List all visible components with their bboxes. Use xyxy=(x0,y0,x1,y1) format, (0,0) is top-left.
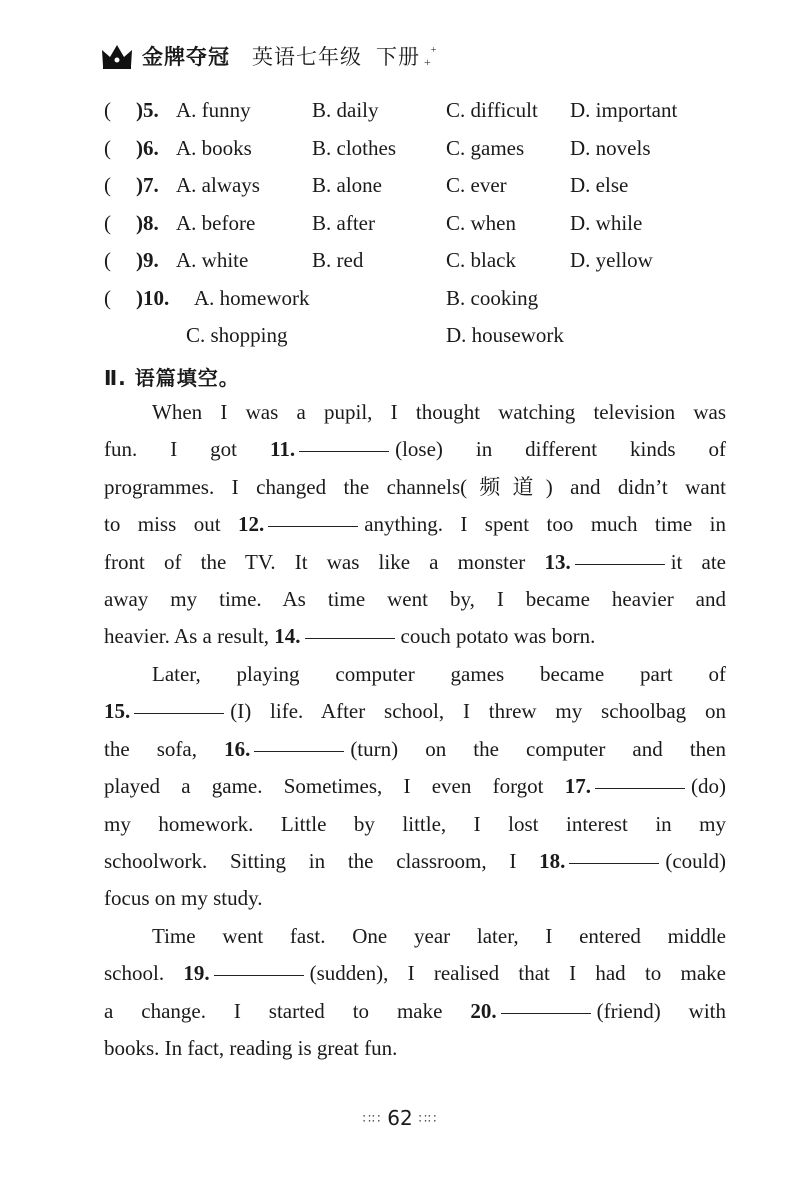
page-header xyxy=(100,38,436,74)
blank-number-15: 15. xyxy=(104,699,131,724)
dots-decoration-left: ∷∷ xyxy=(362,1112,382,1127)
question-number: )6. xyxy=(136,136,159,160)
option-c: C. difficult xyxy=(446,98,538,122)
text: (lose) in different kinds of xyxy=(395,437,727,462)
answer-paren: ( xyxy=(104,98,111,122)
question-number: )5. xyxy=(136,98,159,122)
passage-line: focus on my study. xyxy=(104,886,263,911)
option-b: B. clothes xyxy=(312,136,396,160)
option-d: D. novels xyxy=(570,136,651,160)
question-number: )8. xyxy=(136,211,159,235)
option-d: D. yellow xyxy=(570,248,653,272)
passage-line xyxy=(104,506,726,543)
volume-label: 下册 xyxy=(376,45,420,69)
passage-line: Later, playing computer games became part of xyxy=(152,662,726,686)
passage-line xyxy=(104,618,726,655)
fill-blank-18[interactable] xyxy=(569,862,659,864)
blank-number-11: 11. xyxy=(269,437,296,462)
text: (turn) on the computer and then xyxy=(350,736,726,761)
text: couch potato was born. xyxy=(400,624,596,649)
passage-line xyxy=(104,955,726,992)
fill-blank-19[interactable] xyxy=(214,974,304,976)
option-b: B. daily xyxy=(312,98,379,122)
text: (could) xyxy=(665,848,726,873)
text: to miss out xyxy=(104,512,238,537)
blank-number-14: 14. xyxy=(274,624,301,649)
option-b: B. red xyxy=(312,248,364,272)
option-d: D. important xyxy=(570,98,678,122)
option-c: C. when xyxy=(446,211,516,235)
passage-line: away my time. As time went by, I became heavier and xyxy=(104,586,726,611)
text: played a game. Sometimes, I even forgot xyxy=(104,774,565,799)
passage-line: Time went fast. One year later, I entered middle xyxy=(152,924,726,948)
passage-paragraph-1 xyxy=(104,394,726,656)
crown-icon xyxy=(100,42,134,70)
fill-blank-11[interactable] xyxy=(299,450,389,452)
sparkle-icon-2: + xyxy=(430,44,437,56)
option-a: A. before xyxy=(176,211,256,235)
passage-line: When I was a pupil, I thought watching television was xyxy=(152,400,726,424)
passage-paragraph-3 xyxy=(104,918,726,1068)
question-number: )9. xyxy=(136,248,159,272)
option-a: A. always xyxy=(176,173,260,197)
question-number: )7. xyxy=(136,173,159,197)
passage-line: books. In fact, reading is great fun. xyxy=(104,1036,398,1061)
passage-line: programmes. I changed the channels(频道) and didn’t want xyxy=(104,474,726,499)
option-a: A. homework xyxy=(194,286,310,310)
blank-number-13: 13. xyxy=(544,549,571,574)
blank-number-12: 12. xyxy=(237,512,265,537)
answer-paren: ( xyxy=(104,286,111,310)
option-a: A. books xyxy=(176,136,252,160)
passage-line xyxy=(104,993,726,1030)
fill-blank-16[interactable] xyxy=(254,750,344,752)
blank-number-17: 17. xyxy=(564,774,591,799)
fill-blank-15[interactable] xyxy=(134,712,224,714)
option-c: C. games xyxy=(446,136,525,160)
option-a: A. white xyxy=(176,248,249,272)
brand-title: 金牌夺冠 xyxy=(142,45,230,69)
option-d: D. housework xyxy=(446,323,564,347)
option-d: D. while xyxy=(570,211,643,235)
sparkle-icon: + xyxy=(424,54,431,69)
text: (sudden), I realised that I had to make xyxy=(309,961,727,986)
fill-blank-14[interactable] xyxy=(305,637,395,639)
option-b: B. after xyxy=(312,211,375,235)
text: fun. I got xyxy=(104,437,270,462)
blank-number-20: 20. xyxy=(470,998,497,1023)
text: (I) life. After school, I threw my schoolbag on xyxy=(230,699,726,724)
passage-line xyxy=(104,768,726,805)
fill-blank-17[interactable] xyxy=(595,787,685,789)
option-b: B. alone xyxy=(312,173,382,197)
text: heavier. As a result, xyxy=(104,624,275,649)
text: a change. I started to make xyxy=(104,998,471,1023)
fill-blank-13[interactable] xyxy=(575,563,665,565)
option-b: B. cooking xyxy=(446,286,539,310)
passage-line xyxy=(104,544,726,581)
option-c: C. ever xyxy=(446,173,507,197)
blank-number-19: 19. xyxy=(183,961,210,986)
answer-paren: ( xyxy=(104,211,111,235)
text: (do) xyxy=(691,774,726,799)
text: school. xyxy=(104,961,184,986)
question-number: )10. xyxy=(136,286,170,310)
dots-decoration-right: ∷∷ xyxy=(418,1112,438,1127)
text: anything. I spent too much time in xyxy=(364,512,726,537)
passage-line: my homework. Little by little, I lost interest in my xyxy=(104,811,726,836)
section-title: Ⅱ. 语篇填空。 xyxy=(104,366,240,390)
option-a: A. funny xyxy=(176,98,251,122)
blank-number-16: 16. xyxy=(224,736,251,761)
passage-paragraph-2 xyxy=(104,656,726,918)
answer-paren: ( xyxy=(104,173,111,197)
text: front of the TV. It was like a monster xyxy=(104,549,545,574)
blank-number-18: 18. xyxy=(539,848,566,873)
answer-paren: ( xyxy=(104,248,111,272)
page-footer xyxy=(0,1106,800,1130)
text: the sofa, xyxy=(104,736,225,761)
passage-line xyxy=(104,693,726,730)
passage-line xyxy=(104,843,726,880)
page-number: 62 xyxy=(387,1106,413,1130)
subject-title: 英语七年级 xyxy=(252,45,362,69)
text: (friend) with xyxy=(596,998,726,1023)
fill-blank-12[interactable] xyxy=(268,525,358,527)
passage-line xyxy=(104,431,726,468)
text: it ate xyxy=(670,549,726,574)
answer-paren: ( xyxy=(104,136,111,160)
text: schoolwork. Sitting in the classroom, I xyxy=(104,848,540,873)
option-c: C. black xyxy=(446,248,516,272)
option-d: D. else xyxy=(570,173,629,197)
fill-blank-20[interactable] xyxy=(501,1012,591,1014)
option-c: C. shopping xyxy=(186,323,288,347)
passage-line xyxy=(104,731,726,768)
